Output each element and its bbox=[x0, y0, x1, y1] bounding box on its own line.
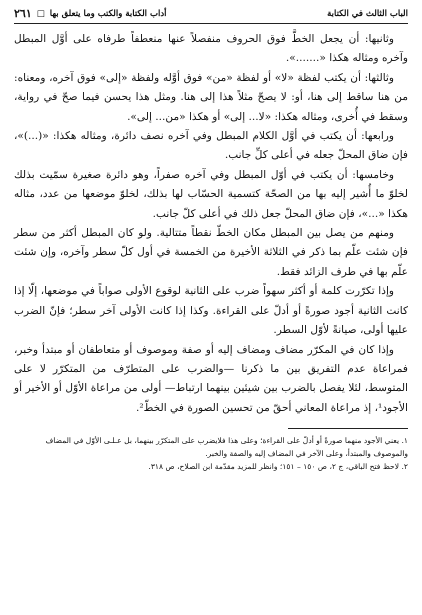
header-left bbox=[14, 8, 167, 20]
paragraph: وثانيها: أن يجعل الخطَّ فوق الحروف منفصلاً عنها منعطفاً طرفاه على أوَّل المبطل وآخره ومثاله هكذا «.......». bbox=[14, 33, 408, 65]
body-text bbox=[14, 30, 408, 418]
paragraph: وإذا تكرّرت كلمة أو أكثر سهواً ضرب على الثانية لوقوع الأولى صواباً في موضعها، إلّا إذا كانت الثانية أجود صورةً أو أدلّ على القراءة. وكذا إذا كانت الأولى آخر سطر؛ فإنّ الضرب عليها أولى، صيانةً لأوّل السطر. bbox=[14, 285, 408, 337]
footnote: ١. يعني الأجود منهما صورةً أو أدلّ على القراءة؛ وعلى هذا فلايضرب على المتكرّر بينهما، بل عـلـى الأوّل في المضاف والموصوف والمبتدأ، وعلى الآخر في المضاف إليه والصفة والخبر. bbox=[45, 436, 408, 459]
footnotes bbox=[14, 434, 408, 473]
paragraph: وإذا كان في المكرّر مضاف ومضاف إليه أو صفة وموصوف أو متعاطفان أو مبتدأ وخبر، فمراعاة عدم التفريق بين ما ذكرنا —والضرب على المتطرّف من المتكرّر لا على المتوسط، لئلا يفصل بالضرب بين شيئين بينهما ارتباط— أولى من مراعاة الأوّل أو الأخير أو الأجود¹، إذ مراعاة المعاني أحقّ من تحسين الصورة في الخطّ². bbox=[14, 343, 408, 414]
paragraph: ومنهم من يصل بين المبطل مكان الخطّ نقطاً متتالية. ولو كان المبطل أكثر من سطر فإن شئت علّم بما ذكر في الثلاثة الأخيرة من الخمسة في أول كلّ سطر وآخره، وإن شئت علّم بها في طرف الزائد فقط. bbox=[14, 227, 408, 278]
book-title: أداب الكتابة والكتب وما يتعلق بها bbox=[49, 9, 167, 19]
running-header bbox=[14, 8, 408, 24]
paragraph: ورابعها: أن يكتب في أوَّل الكلام المبطل وفي آخره نصف دائرة، ومثاله هكذا: «(...)»، فإن ضاق المحلّ جعله في أعلى كلِّ جانب. bbox=[14, 130, 408, 162]
footnote-divider bbox=[288, 428, 408, 429]
paragraph: وثالثها: أن يكتب لفظة «لا» أو لفظة «من» فوق أوَّله ولفظة «إلى» فوق آخره، ومعناه: من هنا ساقط إلى هنا، أو: لا يصحّ مثلاً هذا إلى هنا. ومثل هذا يحسن فيما صحّ في رواية، وسقط في أُخرى، ومثاله هكذا: «لا... إلى» أو هكذا «من... إلى». bbox=[14, 71, 408, 123]
chapter-title: الباب الثالث في الكتابة bbox=[327, 9, 408, 19]
header-separator: □ bbox=[36, 9, 45, 19]
paragraph: وخامسها: أن يكتب في أوّل المبطل وفي آخره صفراً، وهو دائرة صغيرة سمّيت بذلك لخلوّ ما أُشير إليه بها من الصحّة كتسمية الحسّاب لها بذلك، لخلوّ موضعها من عدد، مثاله هكذا «...»، فإن ضاق المحلّ جعل ذلك في أعلى كلّ جانب. bbox=[14, 168, 408, 220]
page-number: ٢٦١ bbox=[14, 7, 32, 20]
footnote: ٢. لاحظ فتح الباقي، ج ٢، ص ١٥٠ – ١٥١؛ وانظر للمزيد مقدّمة ابن الصلاح، ص ٣١٨. bbox=[148, 462, 408, 472]
